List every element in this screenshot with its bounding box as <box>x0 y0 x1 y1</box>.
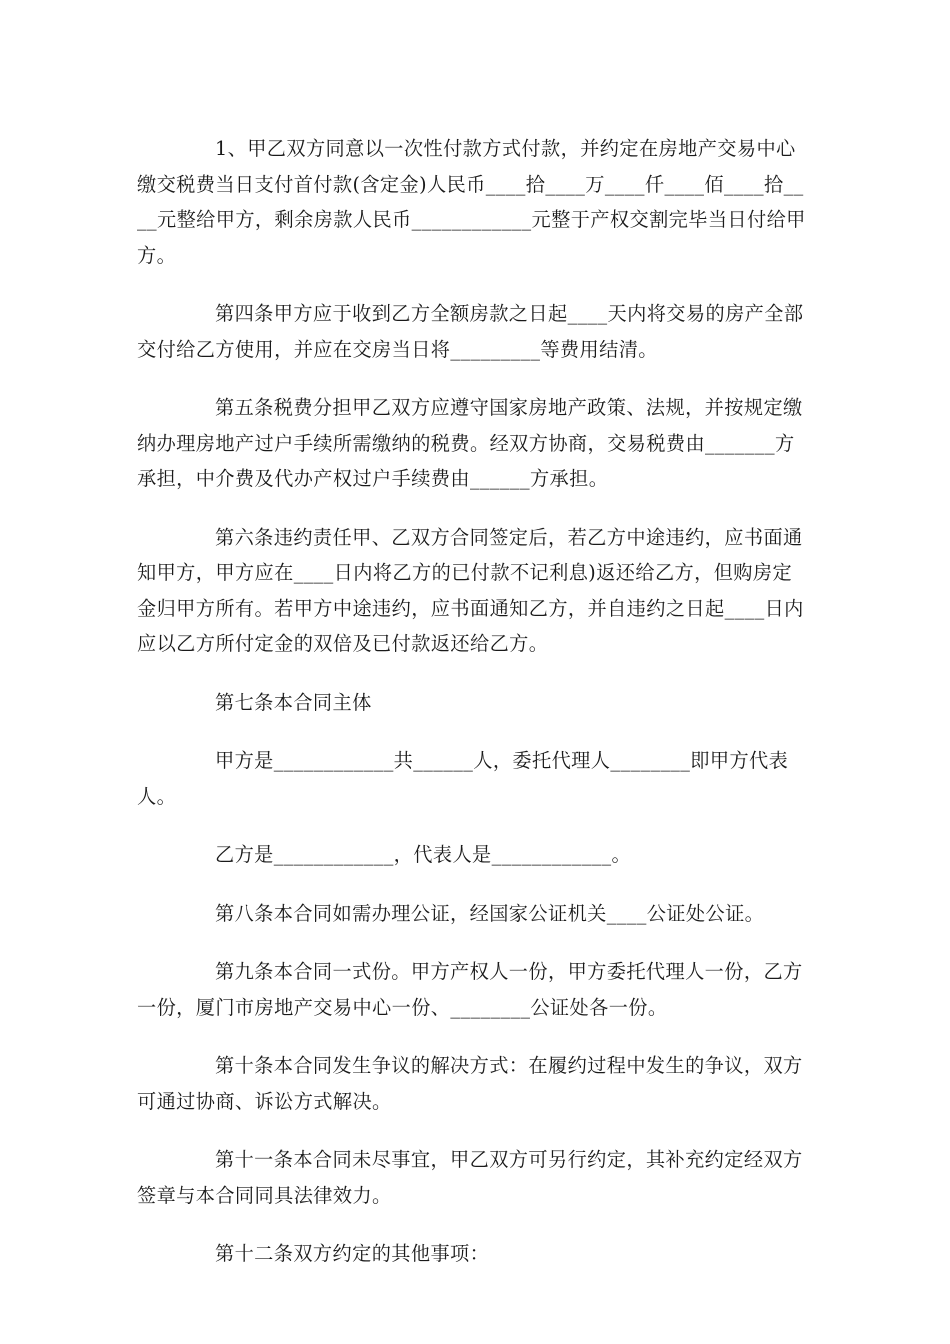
party-b-line: 乙方是____________，代表人是____________。 <box>215 843 632 866</box>
party-a-line: 甲方是____________共______人，委托代理人________即甲方代表人。 <box>137 749 789 808</box>
article-10-dispute: 第十条本合同发生争议的解决方式：在履约过程中发生的争议，双方可通过协商、诉讼方式解决。 <box>137 1054 803 1113</box>
article-7-heading: 第七条本合同主体 <box>215 690 372 714</box>
article-9-copies: 第九条本合同一式份。甲方产权人一份，甲方委托代理人一份，乙方一份，厦门市房地产交易中心一份、________公证处各一份。 <box>137 960 803 1019</box>
article-5-tax: 第五条税费分担甲乙双方应遵守国家房地产政策、法规，并按规定缴纳办理房地产过户手续所需缴纳的税费。经双方协商，交易税费由_______方承担，中介费及代办产权过户手续费由______方承担。 <box>137 396 803 490</box>
article-12-other: 第十二条双方约定的其他事项： <box>215 1242 490 1265</box>
article-8-notary: 第八条本合同如需办理公证，经国家公证机关____公证处公证。 <box>215 901 765 925</box>
article-11-supplement: 第十一条本合同未尽事宜，甲乙双方可另行约定，其补充约定经双方签章与本合同同具法律效力。 <box>137 1148 803 1207</box>
document-body <box>137 131 809 1295</box>
article-4-delivery: 第四条甲方应于收到乙方全额房款之日起____天内将交易的房产全部交付给乙方使用，并应在交房当日将_________等费用结清。 <box>137 302 804 361</box>
payment-clause: 1、甲乙双方同意以一次性付款方式付款，并约定在房地产交易中心缴交税费当日支付首付款(含定金)人民币____拾____万____仟____佰____拾____元整给甲方，剩余房款人民币____________元整于产权交割完毕当日付给甲方。 <box>137 137 806 267</box>
article-6-liability: 第六条违约责任甲、乙双方合同签定后，若乙方中途违约，应书面通知甲方，甲方应在____日内将乙方的已付款不记利息)返还给乙方，但购房定金归甲方所有。若甲方中途违约，应书面通知乙方，并自违约之日起____日内应以乙方所付定金的双倍及已付款返还给乙方。 <box>137 525 804 655</box>
